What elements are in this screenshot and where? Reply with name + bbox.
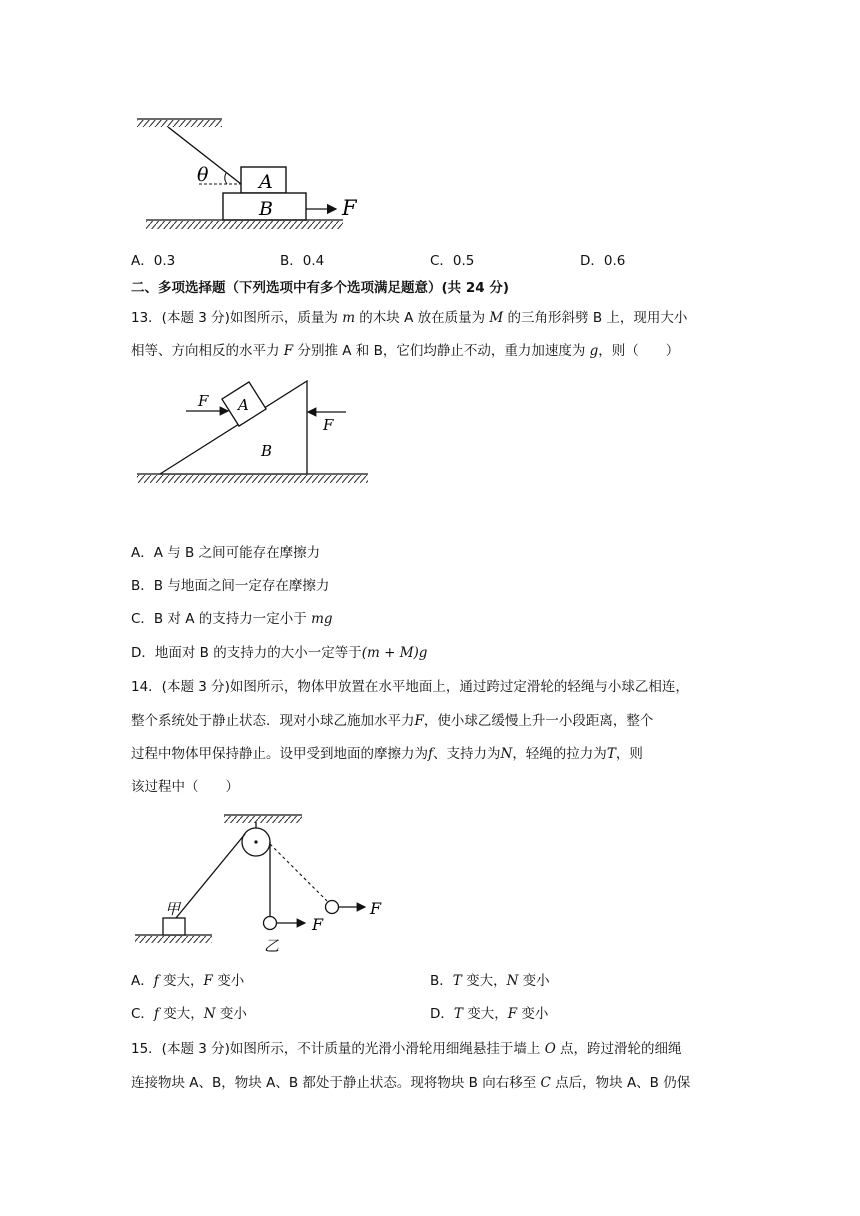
q12-option-b[interactable]: B．0.4 bbox=[280, 253, 325, 269]
q15-stem-line1: 15．(本题 3 分)如图所示，不计质量的光滑小滑轮用细绳悬挂于墙上 O 点，跨过滑轮的细绳 bbox=[131, 1041, 682, 1057]
q12-option-d[interactable]: D．0.6 bbox=[580, 253, 626, 269]
force-f-label: F bbox=[342, 196, 357, 220]
block-b-label: B bbox=[259, 198, 273, 220]
q14-option-c[interactable]: C．f 变大，N 变小 bbox=[131, 1006, 247, 1022]
theta-label: θ bbox=[197, 164, 209, 186]
force-f1-label: F bbox=[312, 915, 324, 934]
block-jia-label: 甲 bbox=[165, 900, 181, 918]
q12-option-a[interactable]: A．0.3 bbox=[131, 253, 176, 269]
q14-stem-line1: 14．(本题 3 分)如图所示，物体甲放置在水平地面上，通过跨过定滑轮的轻绳与小球乙相连， bbox=[131, 679, 689, 695]
q14-stem-line4: 该过程中（ ） bbox=[131, 779, 239, 795]
q12-option-c[interactable]: C．0.5 bbox=[430, 253, 475, 269]
q14-stem-line2: 整个系统处于静止状态．现对小球乙施加水平力F，使小球乙缓慢上升一小段距离，整个 bbox=[131, 713, 654, 729]
q14-option-d[interactable]: D．T 变大，F 变小 bbox=[430, 1006, 549, 1022]
q13-option-b[interactable]: B．B 与地面之间一定存在摩擦力 bbox=[131, 578, 330, 594]
q14-stem-line3: 过程中物体甲保持静止。设甲受到地面的摩擦力为f、支持力为N，轻绳的拉力为T，则 bbox=[131, 746, 643, 762]
wedge-b-label: B bbox=[261, 442, 273, 460]
force-left-label: F bbox=[198, 392, 209, 410]
block-a-label: A bbox=[238, 396, 249, 414]
section-heading: 二、多项选择题（下列选项中有多个选项满足题意）(共 24 分) bbox=[131, 280, 510, 296]
q14-option-b[interactable]: B．T 变大，N 变小 bbox=[430, 973, 550, 989]
q13-stem-line2: 相等、方向相反的水平力 F 分别推 A 和 B，它们均静止不动，重力加速度为 g，则（ ） bbox=[131, 343, 680, 359]
force-f2-label: F bbox=[370, 899, 382, 918]
block-a-label: A bbox=[259, 171, 273, 193]
ball-yi-label: 乙 bbox=[264, 937, 280, 955]
q13-stem-line1: 13．(本题 3 分)如图所示，质量为 m 的木块 A 放在质量为 M 的三角形斜劈 B 上，现用大小 bbox=[131, 310, 688, 326]
force-right-label: F bbox=[323, 416, 334, 434]
q15-stem-line2: 连接物块 A、B，物块 A、B 都处于静止状态。现将物块 B 向右移至 C 点后，物块 A、B 仍保 bbox=[131, 1075, 691, 1091]
q14-option-a[interactable]: A．f 变大，F 变小 bbox=[131, 973, 245, 989]
q13-option-d[interactable]: D．地面对 B 的支持力的大小一定等于(m + M)g bbox=[131, 645, 428, 661]
q13-option-c[interactable]: C．B 对 A 的支持力一定小于 mg bbox=[131, 611, 333, 627]
q13-option-a[interactable]: A．A 与 B 之间可能存在摩擦力 bbox=[131, 545, 321, 561]
